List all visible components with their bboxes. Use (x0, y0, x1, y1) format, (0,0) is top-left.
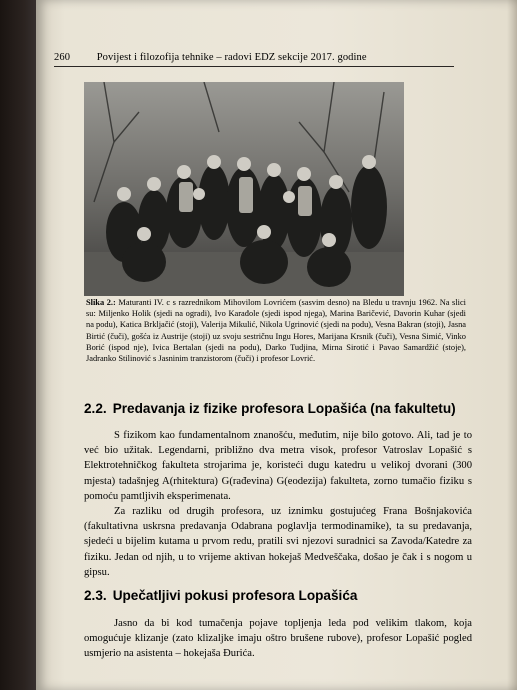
figure-caption (86, 297, 466, 364)
section-title: Predavanja iz fizike profesora Lopašića (na fakultetu) (112, 401, 456, 416)
photo-image (84, 82, 404, 296)
paragraph: S fizikom kao fundamentalnom znanošću, međutim, nije bilo gotovo. Ali, tad je to već bio užitak. Legendarni, približno dva metra visok, profesor Vatroslav Lopašić s Elektrotehničkog fakulteta strojarima je, koristeći dugu katedru u velikoj dvorani (300 mjesta) tadašnjeg A(rhitektura) G(rađevina) G(eodezija) fakulteta, zorno tumačio fiziku s pomoću pamtljivih eksperimenata. (84, 430, 472, 502)
section-number: 2.3. (84, 588, 107, 603)
section-heading-2-3 (84, 588, 474, 603)
caption-label: Slika 2.: (86, 298, 116, 307)
section-2-3-body (84, 616, 472, 662)
page-number: 260 (54, 52, 71, 63)
section-title: Upečatljivi pokusi profesora Lopašića (112, 588, 358, 603)
caption-text: Maturanti IV. c s razrednikom Mihovilom Lovrićem (sasvim desno) na Bledu u travnju 1962. Na slici su: Miljenko Holik (sjedi na ogradi), Ivo Karađole (sjedi ispod njega), Marina Baričević, Davorin Kuhar (sjedi na podu), Katica Brkljačić (stoji), Valerija Mikulić, Nikola Ugrinović (sjedi na podu), Vesna Bakran (stoji), Jasna Birtić (čuči), gošća iz Austrije (stoji) uz svoju sestričnu Ingu Hores, Marijana Krsnik (čuči), Vesna Simić, Vinko Borić (ispod nje), Ivica Bertalan (sjedi na podu), Darko Tudjina, Mirna Sirotić i Pavao Samardžić (stoje), Jadranko Stilinović s Jasninim tranzistorom (čuči) i profesor Lovrić. (86, 298, 467, 364)
section-number: 2.2. (84, 401, 107, 416)
running-title: Povijest i filozofija tehnike – radovi EDZ sekcije 2017. godine (96, 52, 367, 63)
paragraph: Za razliku od drugih profesora, uz iznimku gostujućeg Frana Bošnjakovića (fakultativna uskrsna predavanja Odabrana poglavlja termodinamike), ta su predavanja, sjedeći u bijelim kutama u prvom redu, pratili svi njezovi suradnici sa Zavoda/Katedre za fiziku. Jedan od njih, u to vrijeme aktivan hokejaš Medveščaka, došao je čak i s nogom u gipsu. (84, 506, 472, 578)
section-2-2-body (84, 428, 472, 580)
section-heading-2-2 (84, 401, 474, 416)
paragraph: Jasno da bi kod tumačenja pojave topljenja leda pod velikim tlakom, koja omogućuje klizanje (zato klizaljke imaju oštro brušene rubove), profesor Lopašić pogled usmjerio na asistenta – hokejaša Đurića. (84, 618, 472, 660)
running-header (54, 52, 454, 67)
book-spine (0, 0, 40, 690)
class-photo (84, 82, 404, 296)
page-edge-shadow (507, 0, 517, 690)
